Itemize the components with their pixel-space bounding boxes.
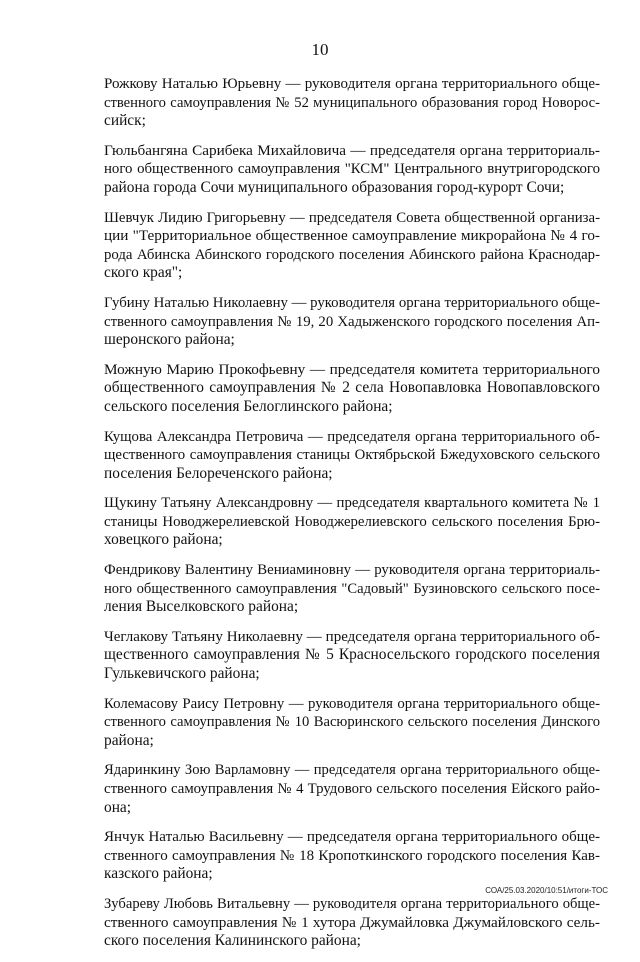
entry-line: ского поселения Калининского района;: [104, 932, 361, 950]
entry-line: сийск;: [104, 112, 146, 130]
entry-line: Кущова Александра Петровича — председателя органа территориального об-: [104, 428, 600, 445]
award-entry: [104, 695, 600, 751]
entry-line: ственного самоуправления № 52 муниципального образования город Новорос-: [104, 94, 600, 111]
entry-line: ственного самоуправления № 4 Трудового сельского поселения Ейского райо-: [104, 781, 600, 797]
award-entry: [104, 761, 600, 817]
entry-line: ственного самоуправления № 18 Кропоткинского городского поселения Кав-: [104, 847, 600, 864]
entry-line: ции "Территориальное общественное самоуправление микрорайона № 4 го-: [104, 227, 600, 245]
entry-line: она;: [104, 798, 132, 816]
award-entry: [104, 828, 600, 884]
entry-line: ственного самоуправления № 19, 20 Хадыженского городского поселения Ап-: [104, 313, 600, 330]
entry-line: Зубареву Любовь Витальевну — руководителя органа территориального обще-: [104, 895, 600, 912]
entry-line: Рожкову Наталью Юрьевну — руководителя органа территориального обще-: [104, 76, 600, 92]
entry-line: Ядаринкину Зою Варламовну — председателя органа территориального обще-: [104, 762, 600, 779]
document-body: [104, 75, 600, 962]
entry-line: Фендрикову Валентину Вениаминовну — руководителя органа территориаль-: [104, 562, 600, 579]
entry-line: района;: [104, 731, 154, 749]
award-entry: [104, 142, 600, 198]
entry-line: ственного самоуправления № 10 Васюринского сельского поселения Динского: [104, 714, 600, 731]
award-entry: [104, 628, 600, 684]
entry-line: общественного самоуправления № 2 села Новопавловка Новопавловского: [104, 379, 600, 397]
entry-line: шеронского района;: [104, 331, 235, 349]
entry-line: сельского поселения Белоглинского района;: [104, 397, 393, 415]
award-entry: [104, 294, 600, 350]
entry-line: ского края";: [104, 264, 183, 282]
award-entry: [104, 361, 600, 417]
entry-line: ного общественного самоуправления "Садовый" Бузиновского сельского посе-: [104, 580, 600, 597]
entry-line: Шевчук Лидию Григорьевну — председателя Совета общественной организа-: [104, 209, 600, 226]
entry-line: Можную Марию Прокофьевну — председателя комитета территориального: [104, 360, 600, 378]
entry-line: станицы Новоджерелиевской Новоджерелиевского сельского поселения Брю-: [104, 513, 600, 530]
entry-line: поселения Белореченского района;: [104, 464, 333, 482]
entry-line: ления Выселковского района;: [104, 598, 299, 616]
entry-line: Губину Наталью Николаевну — руководителя органа территориального обще-: [104, 294, 600, 311]
entry-line: ховецкого района;: [104, 531, 223, 549]
entry-line: рода Абинска Абинского городского поселения Абинского района Краснодар-: [104, 246, 600, 263]
entry-line: Щукину Татьяну Александровну — председателя квартального комитета № 1: [104, 495, 600, 512]
award-entry: [104, 75, 600, 131]
award-entry: [104, 209, 600, 283]
entry-line: Янчук Наталью Васильевну — председателя органа территориального обще-: [104, 829, 600, 846]
award-entry: [104, 895, 600, 951]
footer-note: СОА/25.03.2020/10:51/итоги-ТОС: [485, 886, 608, 895]
entry-line: Гулькевичского района;: [104, 665, 260, 683]
page-number: 10: [311, 40, 329, 59]
award-entry: [104, 428, 600, 484]
entry-line: казского района;: [104, 865, 213, 883]
entry-line: Чеглакову Татьяну Николаевну — председателя органа территориального об-: [104, 628, 600, 645]
entry-line: района города Сочи муниципального образования город-курорт Сочи;: [104, 178, 565, 196]
entry-line: ного общественного самоуправления "КСМ" Центрального внутригородского: [104, 161, 600, 178]
entry-line: ственного самоуправления № 1 хутора Джумайловка Джумайловского сель-: [104, 913, 600, 931]
entry-line: щественного самоуправления станицы Октябрьской Бжедуховского сельского: [104, 447, 600, 464]
award-entry: [104, 561, 600, 617]
award-entry: [104, 494, 600, 550]
entry-line: щественного самоуправления № 5 Красносельского городского поселения: [104, 646, 600, 664]
entry-line: Гюльбангяна Сарибека Михайловича — председателя органа территориаль-: [104, 141, 600, 159]
entry-line: Колемасову Раису Петровну — руководителя органа территориального обще-: [104, 695, 600, 712]
